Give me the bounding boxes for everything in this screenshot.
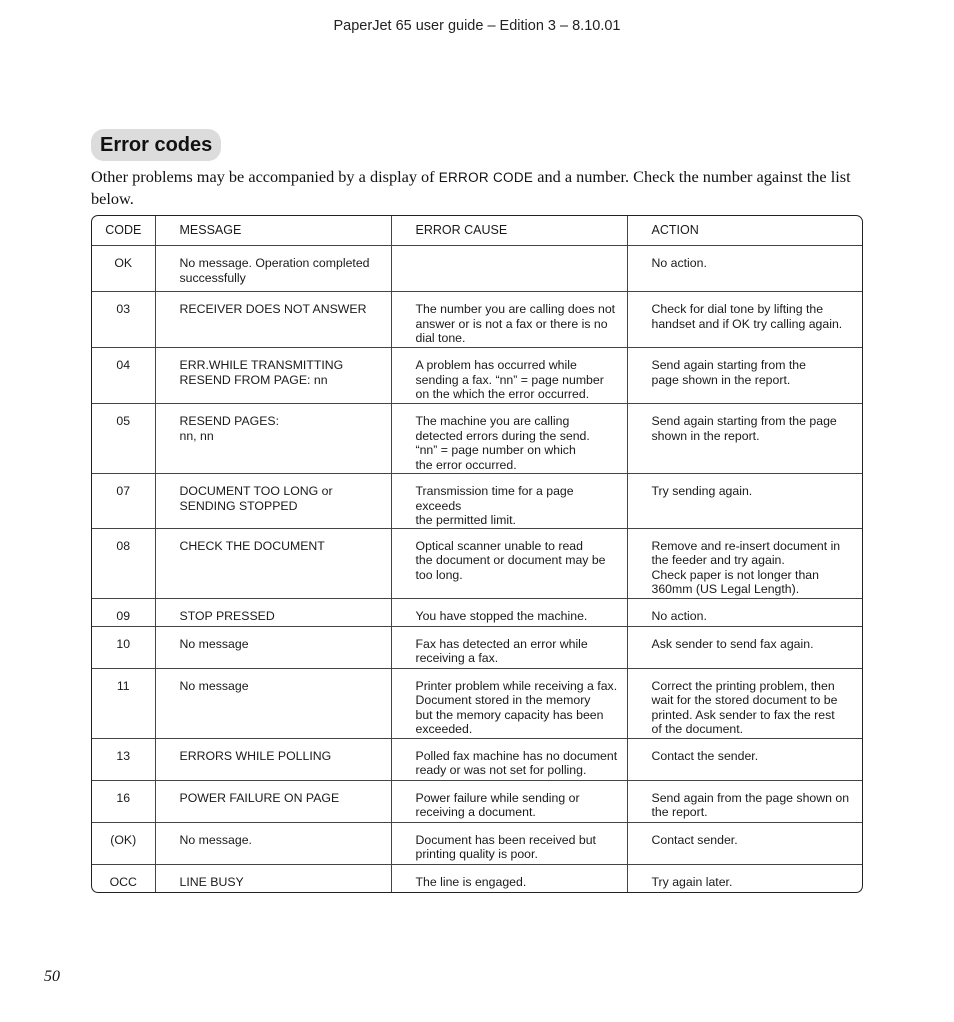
- header-error-cause: ERROR CAUSE: [391, 216, 627, 246]
- header-message: MESSAGE: [155, 216, 391, 246]
- running-header: PaperJet 65 user guide – Edition 3 – 8.10.01: [333, 18, 621, 34]
- cell-error-cause: The number you are calling does not answer or is not a fax or there is no dial tone.: [391, 292, 627, 348]
- cell-action: Send again starting from the page shown in the report.: [627, 404, 862, 474]
- cell-action: Contact sender.: [627, 822, 862, 864]
- cell-message: STOP PRESSED: [155, 598, 391, 626]
- cell-message: DOCUMENT TOO LONG or SENDING STOPPED: [155, 474, 391, 529]
- cell-code: OCC: [92, 864, 155, 892]
- table-row: [92, 668, 862, 738]
- cell-error-cause: The line is engaged.: [391, 864, 627, 892]
- cell-action: Send again starting from the page shown in the report.: [627, 348, 862, 404]
- cell-code: 16: [92, 780, 155, 822]
- cell-action: No action.: [627, 598, 862, 626]
- table-row: [92, 528, 862, 598]
- cell-code: 05: [92, 404, 155, 474]
- table-row: [92, 404, 862, 474]
- error-codes-table: [91, 215, 863, 893]
- cell-message: LINE BUSY: [155, 864, 391, 892]
- cell-message: ERR.WHILE TRANSMITTING RESEND FROM PAGE: nn: [155, 348, 391, 404]
- cell-action: Send again from the page shown on the report.: [627, 780, 862, 822]
- intro-text-after: and a number. Check the number against the list below.: [91, 167, 851, 208]
- page-number: 50: [44, 968, 60, 985]
- cell-message: RECEIVER DOES NOT ANSWER: [155, 292, 391, 348]
- cell-action: Contact the sender.: [627, 738, 862, 780]
- cell-code: 03: [92, 292, 155, 348]
- cell-message: RESEND PAGES: nn, nn: [155, 404, 391, 474]
- cell-message: POWER FAILURE ON PAGE: [155, 780, 391, 822]
- cell-message: ERRORS WHILE POLLING: [155, 738, 391, 780]
- cell-error-cause: Document has been received but printing quality is poor.: [391, 822, 627, 864]
- cell-code: 04: [92, 348, 155, 404]
- cell-code: 09: [92, 598, 155, 626]
- cell-code: (OK): [92, 822, 155, 864]
- table-row: [92, 738, 862, 780]
- table-row: [92, 292, 862, 348]
- cell-action: Check for dial tone by lifting the handset and if OK try calling again.: [627, 292, 862, 348]
- cell-error-cause: Power failure while sending or receiving a document.: [391, 780, 627, 822]
- cell-action: Remove and re-insert document in the feeder and try again. Check paper is not longer than 360mm (US Legal Length).: [627, 528, 862, 598]
- cell-error-cause: The machine you are calling detected errors during the send. “nn” = page number on which the error occurred.: [391, 404, 627, 474]
- cell-error-cause: Transmission time for a page exceeds the permitted limit.: [391, 474, 627, 529]
- table-row: [92, 474, 862, 529]
- table-body: [92, 246, 862, 893]
- header-code: CODE: [92, 216, 155, 246]
- cell-message: No message. Operation completed successfully: [155, 246, 391, 292]
- cell-code: 11: [92, 668, 155, 738]
- cell-code: 13: [92, 738, 155, 780]
- cell-code: 10: [92, 626, 155, 668]
- cell-error-cause: Printer problem while receiving a fax. Document stored in the memory but the memory capacity has been exceeded.: [391, 668, 627, 738]
- cell-message: CHECK THE DOCUMENT: [155, 528, 391, 598]
- cell-error-cause: A problem has occurred while sending a fax. “nn” = page number on the which the error occurred.: [391, 348, 627, 404]
- header-action: ACTION: [627, 216, 862, 246]
- cell-message: No message: [155, 626, 391, 668]
- cell-code: 08: [92, 528, 155, 598]
- cell-code: OK: [92, 246, 155, 292]
- cell-action: No action.: [627, 246, 862, 292]
- cell-action: Try again later.: [651, 874, 733, 889]
- table-row: [92, 780, 862, 822]
- cell-code: 07: [92, 474, 155, 529]
- intro-paragraph: [91, 166, 861, 209]
- intro-text-before: Other problems may be accompanied by a display of: [91, 167, 439, 186]
- table-header-row: [92, 216, 862, 246]
- cell-error-cause: Optical scanner unable to read the document or document may be too long.: [391, 528, 627, 598]
- cell-error-cause: Polled fax machine has no document ready or was not set for polling.: [391, 738, 627, 780]
- table-row: [92, 864, 862, 892]
- table-row: [92, 246, 862, 292]
- table-row: [92, 822, 862, 864]
- cell-error-cause: You have stopped the machine.: [391, 598, 627, 626]
- cell-error-cause: Fax has detected an error while receiving a fax.: [391, 626, 627, 668]
- error-code-display-text: ERROR CODE: [438, 170, 534, 185]
- cell-error-cause: [391, 246, 627, 292]
- cell-message: No message: [155, 668, 391, 738]
- table-row: [92, 626, 862, 668]
- table-row: [92, 598, 862, 626]
- cell-action: Ask sender to send fax again.: [627, 626, 862, 668]
- table-row: [92, 348, 862, 404]
- cell-action: Try sending again.: [627, 474, 862, 529]
- cell-message: No message.: [155, 822, 391, 864]
- section-title: Error codes: [91, 129, 221, 161]
- cell-action: Correct the printing problem, then wait for the stored document to be printed. Ask sender to fax the rest of the document.: [627, 668, 862, 738]
